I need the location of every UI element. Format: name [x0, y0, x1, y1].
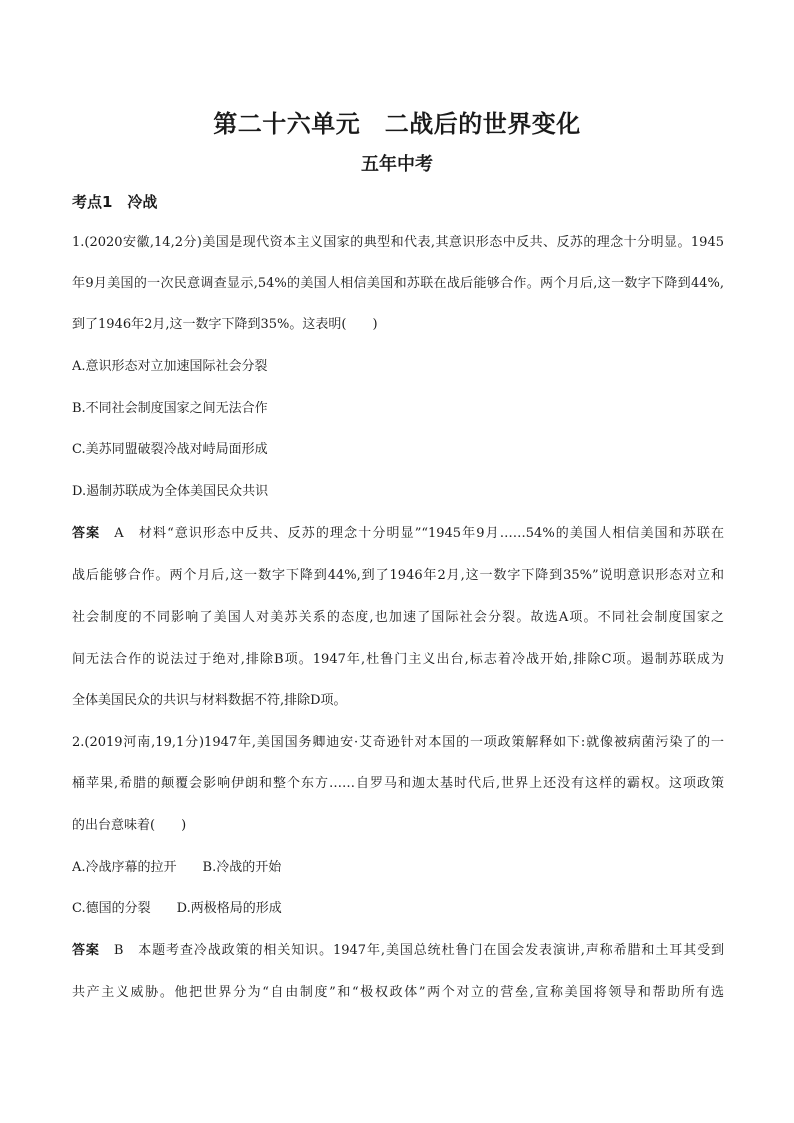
q1-option-c: C.美苏同盟破裂冷战对峙局面形成 [72, 442, 268, 457]
q1-stem-line: 1.(2020安徽,14,2分)美国是现代资本主义国家的典型和代表,其意识形态中反共、反苏的理念十分明显。1945 [72, 235, 724, 250]
q1-answer-line: 间无法合作的说法过于绝对,排除B项。1947年,杜鲁门主义出台,标志着冷战开始,排除C项。遏制苏联成为 [72, 652, 724, 667]
q1-stem-line: 年9月美国的一次民意调查显示,54%的美国人相信美国和苏联在战后能够合作。两个月后,这一数字下降到44%, [72, 276, 724, 291]
q2-answer-line: 共产主义威胁。他把世界分为“自由制度”和“极权政体”两个对立的营垒,宣称美国将领导和帮助所有选 [72, 985, 724, 1000]
q1-option-d: D.遏制苏联成为全体美国民众共识 [72, 484, 269, 499]
unit-subtitle: 五年中考 [361, 154, 433, 175]
q1-option-a: A.意识形态对立加速国际社会分裂 [72, 359, 268, 374]
q1-answer-line: 社会制度的不同影响了美国人对美苏关系的态度,也加速了国际社会分裂。故选A项。不同社会制度国家之 [72, 610, 724, 625]
q2-stem-line: 的出台意味着( ) [72, 818, 187, 833]
q1-option-b: B.不同社会制度国家之间无法合作 [72, 401, 268, 416]
q2-options-row-2: C.德国的分裂 D.两极格局的形成 [72, 901, 282, 916]
q1-answer-line: 战后能够合作。两个月后,这一数字下降到44%,到了1946年2月,这一数字下降到35%”说明意识形态对立和 [72, 568, 724, 583]
q2-answer-text: B 本题考查冷战政策的相关知识。1947年,美国总统杜鲁门在国会发表演讲,声称希腊和土耳其受到 [113, 943, 724, 958]
q1-answer-text: A 材料“意识形态中反共、反苏的理念十分明显”“1945年9月……54%的美国人相信美国和苏联在 [114, 526, 724, 541]
q2-answer-line [72, 942, 724, 960]
q2-options-row-1: A.冷战序幕的拉开 B.冷战的开始 [72, 860, 282, 875]
section-heading: 考点1 冷战 [72, 193, 158, 211]
q2-stem-line: 桶苹果,希腊的颠覆会影响伊朗和整个东方……自罗马和迦太基时代后,世界上还没有这样的霸权。这项政策 [72, 776, 724, 791]
q1-answer-line: 全体美国民众的共识与材料数据不符,排除D项。 [72, 693, 347, 708]
answer-label: 答案 [72, 526, 101, 541]
q1-answer-line [72, 525, 724, 543]
q1-stem-line: 到了1946年2月,这一数字下降到35%。这表明( ) [72, 317, 378, 332]
unit-title: 第二十六单元 二战后的世界变化 [213, 110, 581, 138]
q2-stem-line: 2.(2019河南,19,1分)1947年,美国国务卿迪安·艾奇逊针对本国的一项政策解释如下:就像被病菌污染了的一 [72, 735, 724, 750]
answer-label: 答案 [72, 943, 100, 958]
